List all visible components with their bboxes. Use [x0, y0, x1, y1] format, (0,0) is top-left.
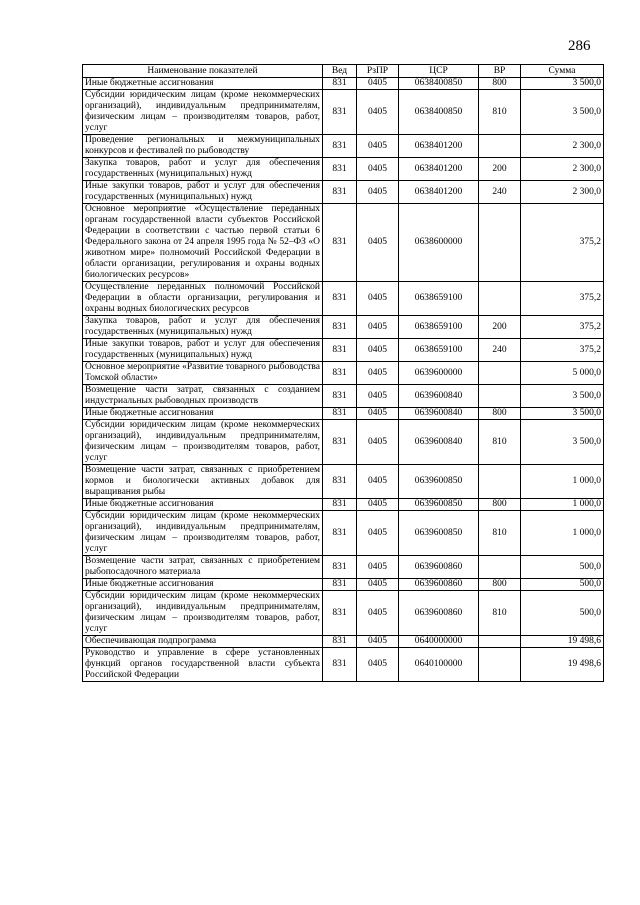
header-name: Наименование показателей	[83, 65, 323, 78]
table-row	[83, 579, 604, 591]
header-vr: ВР	[479, 65, 521, 78]
table-row	[83, 316, 604, 339]
cell-sum: 1 000,0	[521, 511, 604, 556]
cell-sum: 500,0	[521, 556, 604, 579]
cell-csr: 0639600860	[399, 556, 479, 579]
cell-vr: 240	[479, 339, 521, 362]
table-row	[83, 408, 604, 420]
cell-sum: 2 300,0	[521, 135, 604, 158]
cell-name: Иные закупки товаров, работ и услуг для обеспечения государственных (муниципальных) нужд	[83, 339, 323, 362]
cell-ved: 831	[323, 556, 357, 579]
cell-name: Основное мероприятие «Осуществление переданных органам государственной власти субъектов Российской Федерации в соответствии с частью первой статьи 6 Федерального закона от 24 апреля 1995 года № 52–ФЗ «О животном мире» полномочий Российской Федерации в области организации, регулирования и охраны водных биологических ресурсов»	[83, 204, 323, 282]
cell-sum: 1 000,0	[521, 465, 604, 499]
cell-csr: 0639600860	[399, 579, 479, 591]
cell-name: Возмещение части затрат, связанных с созданием индустриальных рыбоводных производств	[83, 385, 323, 408]
cell-rzpr: 0405	[357, 648, 399, 682]
cell-ved: 831	[323, 135, 357, 158]
cell-ved: 831	[323, 204, 357, 282]
cell-sum: 3 500,0	[521, 420, 604, 465]
cell-rzpr: 0405	[357, 591, 399, 636]
cell-name: Основное мероприятие «Развитие товарного рыбоводства Томской области»	[83, 362, 323, 385]
cell-sum: 375,2	[521, 339, 604, 362]
cell-ved: 831	[323, 316, 357, 339]
cell-rzpr: 0405	[357, 579, 399, 591]
cell-vr: 800	[479, 499, 521, 511]
table-row	[83, 556, 604, 579]
cell-sum: 3 500,0	[521, 385, 604, 408]
cell-name: Руководство и управление в сфере установленных функций органов государственной власти субъекта Российской Федерации	[83, 648, 323, 682]
table-header-row	[83, 65, 604, 78]
cell-csr: 0640000000	[399, 636, 479, 648]
cell-rzpr: 0405	[357, 636, 399, 648]
cell-ved: 831	[323, 499, 357, 511]
cell-vr: 810	[479, 511, 521, 556]
cell-rzpr: 0405	[357, 135, 399, 158]
header-csr: ЦСР	[399, 65, 479, 78]
cell-csr: 0638659100	[399, 282, 479, 316]
cell-rzpr: 0405	[357, 204, 399, 282]
cell-name: Иные закупки товаров, работ и услуг для обеспечения государственных (муниципальных) нужд	[83, 181, 323, 204]
cell-rzpr: 0405	[357, 511, 399, 556]
cell-ved: 831	[323, 158, 357, 181]
cell-ved: 831	[323, 511, 357, 556]
cell-sum: 375,2	[521, 316, 604, 339]
cell-csr: 0640100000	[399, 648, 479, 682]
cell-name: Закупка товаров, работ и услуг для обеспечения государственных (муниципальных) нужд	[83, 316, 323, 339]
cell-csr: 0638401200	[399, 135, 479, 158]
cell-ved: 831	[323, 90, 357, 135]
cell-rzpr: 0405	[357, 282, 399, 316]
cell-name: Субсидии юридическим лицам (кроме некоммерческих организаций), индивидуальным предпринимателям, физическим лицам – производителям товаров, работ, услуг	[83, 90, 323, 135]
cell-vr	[479, 204, 521, 282]
table-row	[83, 204, 604, 282]
cell-csr: 0639600850	[399, 465, 479, 499]
cell-name: Осуществление переданных полномочий Российской Федерации в области организации, регулирования и охраны водных биологических ресурсов	[83, 282, 323, 316]
cell-sum: 500,0	[521, 579, 604, 591]
cell-csr: 0639600850	[399, 511, 479, 556]
table-row	[83, 90, 604, 135]
cell-sum: 375,2	[521, 282, 604, 316]
cell-rzpr: 0405	[357, 316, 399, 339]
cell-csr: 0638400850	[399, 78, 479, 90]
cell-name: Субсидии юридическим лицам (кроме некоммерческих организаций), индивидуальным предпринимателям, физическим лицам – производителям товаров, работ, услуг	[83, 420, 323, 465]
cell-sum: 3 500,0	[521, 90, 604, 135]
cell-ved: 831	[323, 579, 357, 591]
table-row	[83, 282, 604, 316]
cell-sum: 3 500,0	[521, 78, 604, 90]
cell-ved: 831	[323, 78, 357, 90]
cell-rzpr: 0405	[357, 339, 399, 362]
cell-vr: 200	[479, 316, 521, 339]
table-row	[83, 339, 604, 362]
cell-csr: 0638659100	[399, 339, 479, 362]
cell-rzpr: 0405	[357, 465, 399, 499]
cell-rzpr: 0405	[357, 78, 399, 90]
cell-sum: 2 300,0	[521, 181, 604, 204]
cell-ved: 831	[323, 385, 357, 408]
cell-vr	[479, 362, 521, 385]
cell-name: Иные бюджетные ассигнования	[83, 78, 323, 90]
budget-table	[82, 64, 604, 682]
cell-sum: 5 000,0	[521, 362, 604, 385]
cell-rzpr: 0405	[357, 362, 399, 385]
table-row	[83, 420, 604, 465]
cell-csr: 0638659100	[399, 316, 479, 339]
table-row	[83, 78, 604, 90]
cell-rzpr: 0405	[357, 556, 399, 579]
cell-vr: 800	[479, 408, 521, 420]
cell-ved: 831	[323, 282, 357, 316]
cell-sum: 500,0	[521, 591, 604, 636]
cell-ved: 831	[323, 181, 357, 204]
table-row	[83, 158, 604, 181]
cell-vr: 200	[479, 158, 521, 181]
cell-rzpr: 0405	[357, 158, 399, 181]
cell-sum: 3 500,0	[521, 408, 604, 420]
cell-sum: 1 000,0	[521, 499, 604, 511]
header-rzpr: РзПР	[357, 65, 399, 78]
cell-csr: 0638400850	[399, 90, 479, 135]
cell-csr: 0639600840	[399, 385, 479, 408]
cell-vr: 810	[479, 420, 521, 465]
cell-ved: 831	[323, 648, 357, 682]
cell-ved: 831	[323, 465, 357, 499]
cell-vr: 240	[479, 181, 521, 204]
cell-csr: 0639600860	[399, 591, 479, 636]
cell-sum: 375,2	[521, 204, 604, 282]
cell-csr: 0639600850	[399, 499, 479, 511]
cell-vr	[479, 385, 521, 408]
cell-csr: 0639600840	[399, 420, 479, 465]
cell-csr: 0638600000	[399, 204, 479, 282]
cell-name: Иные бюджетные ассигнования	[83, 499, 323, 511]
table-row	[83, 135, 604, 158]
cell-rzpr: 0405	[357, 499, 399, 511]
cell-vr	[479, 465, 521, 499]
cell-name: Обеспечивающая подпрограмма	[83, 636, 323, 648]
table-row	[83, 465, 604, 499]
cell-ved: 831	[323, 591, 357, 636]
cell-vr	[479, 282, 521, 316]
cell-sum: 2 300,0	[521, 158, 604, 181]
cell-vr	[479, 636, 521, 648]
page-number: 286	[568, 38, 591, 54]
table-row	[83, 591, 604, 636]
cell-rzpr: 0405	[357, 408, 399, 420]
cell-name: Субсидии юридическим лицам (кроме некоммерческих организаций), индивидуальным предпринимателям, физическим лицам – производителям товаров, работ, услуг	[83, 591, 323, 636]
table-row	[83, 362, 604, 385]
header-sum: Сумма	[521, 65, 604, 78]
cell-csr: 0639600000	[399, 362, 479, 385]
cell-name: Возмещение части затрат, связанных с приобретением кормов и биологически активных добавок для выращивания рыбы	[83, 465, 323, 499]
cell-name: Субсидии юридическим лицам (кроме некоммерческих организаций), индивидуальным предпринимателям, физическим лицам – производителям товаров, работ, услуг	[83, 511, 323, 556]
cell-vr: 810	[479, 591, 521, 636]
cell-ved: 831	[323, 362, 357, 385]
cell-name: Проведение региональных и межмуниципальных конкурсов и фестивалей по рыбоводству	[83, 135, 323, 158]
table-body	[83, 78, 604, 682]
cell-rzpr: 0405	[357, 420, 399, 465]
cell-csr: 0638401200	[399, 158, 479, 181]
cell-rzpr: 0405	[357, 385, 399, 408]
cell-ved: 831	[323, 420, 357, 465]
cell-name: Иные бюджетные ассигнования	[83, 579, 323, 591]
cell-csr: 0639600840	[399, 408, 479, 420]
table-row	[83, 648, 604, 682]
cell-vr: 800	[479, 579, 521, 591]
cell-sum: 19 498,6	[521, 648, 604, 682]
cell-rzpr: 0405	[357, 90, 399, 135]
cell-vr	[479, 556, 521, 579]
table-row	[83, 499, 604, 511]
cell-vr	[479, 135, 521, 158]
cell-name: Иные бюджетные ассигнования	[83, 408, 323, 420]
table-row	[83, 181, 604, 204]
cell-vr	[479, 648, 521, 682]
cell-sum: 19 498,6	[521, 636, 604, 648]
cell-rzpr: 0405	[357, 181, 399, 204]
cell-ved: 831	[323, 408, 357, 420]
table-row	[83, 511, 604, 556]
cell-csr: 0638401200	[399, 181, 479, 204]
table-row	[83, 385, 604, 408]
cell-name: Возмещение части затрат, связанных с приобретением рыбопосадочного материала	[83, 556, 323, 579]
cell-ved: 831	[323, 636, 357, 648]
cell-vr: 800	[479, 78, 521, 90]
cell-vr: 810	[479, 90, 521, 135]
table-row	[83, 636, 604, 648]
cell-name: Закупка товаров, работ и услуг для обеспечения государственных (муниципальных) нужд	[83, 158, 323, 181]
header-ved: Вед	[323, 65, 357, 78]
cell-ved: 831	[323, 339, 357, 362]
